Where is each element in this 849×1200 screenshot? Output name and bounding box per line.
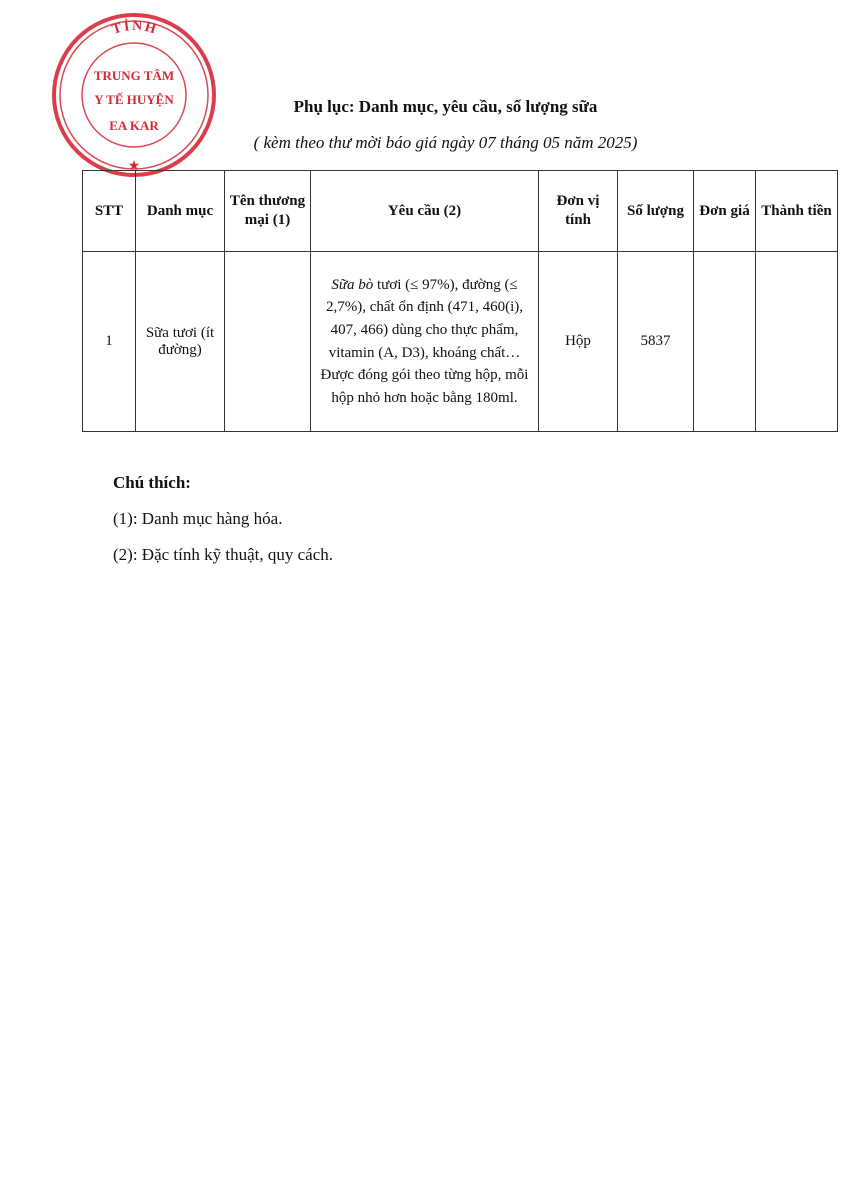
stamp-line-1: TRUNG TÂM (93, 68, 175, 83)
req-packaging: Được đóng gói theo từng hộp, mỗi hộp nhỏ hơn hoặc bằng 180ml. (320, 367, 529, 406)
col-category: Danh mục (136, 171, 225, 252)
col-trade-name: Tên thương mại (1) (225, 171, 311, 252)
note-item-1: (1): Danh mục hàng hóa. (113, 509, 283, 528)
table-row (83, 252, 838, 432)
cell-requirements (311, 252, 539, 432)
page-title: Phụ lục: Danh mục, yêu cầu, số lượng sữa (293, 97, 598, 116)
page-subtitle: ( kèm theo thư mời báo giá ngày 07 tháng 05 năm 2025) (253, 133, 638, 152)
col-total: Thành tiền (756, 171, 838, 252)
col-unit: Đơn vị tính (539, 171, 618, 252)
stamp-arc-text: TỈNH (110, 18, 160, 38)
cell-unit-price (694, 252, 756, 432)
svg-text:TỈNH (110, 17, 159, 38)
stamp-star-icon: ★ (127, 159, 141, 174)
req-part-4: tươi (≤ 97%), đường (≤ 2,7%), chất ổn định (471, 460(i), 407, 466) dùng cho thực phẩm, vitamin (A, D3), khoáng chất… (325, 276, 524, 361)
notes-section (113, 472, 333, 580)
cell-unit: Hộp (539, 252, 618, 432)
col-quantity: Số lượng (618, 171, 694, 252)
note-item-2: (2): Đặc tính kỹ thuật, quy cách. (113, 545, 333, 564)
table-header-row (83, 171, 838, 252)
milk-requirements-table (82, 170, 838, 432)
col-unit-price: Đơn giá (694, 171, 756, 252)
cell-total (756, 252, 838, 432)
cell-category: Sữa tươi (ít đường) (136, 252, 225, 432)
req-italic-3: bò (358, 276, 374, 293)
req-italic-1: Sữa (331, 276, 355, 293)
cell-trade-name (225, 252, 311, 432)
cell-quantity: 5837 (618, 252, 694, 432)
cell-stt: 1 (83, 252, 136, 432)
col-stt: STT (83, 171, 136, 252)
notes-heading: Chú thích: (113, 473, 191, 492)
stamp-line-2: Y TẾ HUYỆN (94, 92, 174, 107)
stamp-line-3: EA KAR (109, 118, 159, 133)
col-requirements: Yêu cầu (2) (311, 171, 539, 252)
